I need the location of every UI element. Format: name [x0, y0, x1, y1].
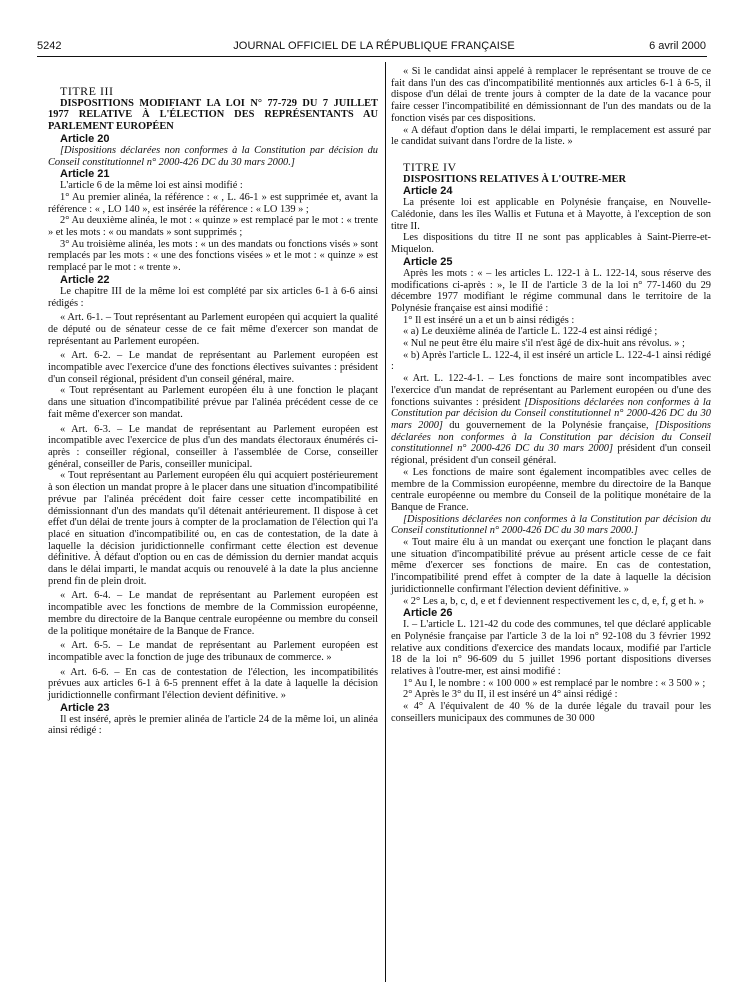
paragraph: 1° Au I, le nombre : « 100 000 » est remplacé par le nombre : « 3 500 » ; — [403, 677, 706, 689]
inline-note: [Dispositions déclarées non conformes à la Constitution par décision du Conseil constitutionnel n° 2000-426 DC du 30 mars 2000] — [391, 396, 711, 431]
paragraph: 1° Au premier alinéa, la référence : « , L. 46-1 » est supprimée et, avant la référence : « , LO 140 », est insérée la référence : « LO 139 » ; — [48, 191, 378, 215]
paragraph-text: « Art. L. 122-4-1. – Les fonctions de maire sont incompatibles avec l'exercice d'un mandat de représentant au Parlement européen ou d'une des fonctions suivantes : président — [391, 373, 711, 408]
issue-date: 6 avril 2000 — [649, 40, 706, 52]
paragraph: « b) Après l'article L. 122-4, il est inséré un article L. 122-4-1 ainsi rédigé : — [391, 349, 711, 373]
paragraph: Il est inséré, après le premier alinéa de l'article 24 de la même loi, un alinéa ainsi rédigé : — [48, 713, 378, 737]
paragraph: « Art. 6-5. – Le mandat de représentant au Parlement européen est incompatible avec la fonction de juge des tribunaux de commerce. » — [48, 640, 378, 663]
paragraph: « Art. 6-3. – Le mandat de représentant au Parlement européen est incompatible avec l'exercice de plus d'un des mandats électoraux énumérés ci-après : conseiller régional, conseiller à l'assemblée de Corse, conseiller général, conseiller de Paris, conseiller municipal. — [48, 423, 378, 470]
paragraph-text: du gouvernement de la Polynésie française, — [449, 419, 649, 431]
journal-title: JOURNAL OFFICIEL DE LA RÉPUBLIQUE FRANÇAISE — [233, 40, 515, 52]
paragraph: « Art. 6-4. – Le mandat de représentant au Parlement européen est incompatible avec les fonctions de membre de la Commission européenne, membre du directoire de la Banque centrale européenne ou membre du conseil de la politique monétaire de la Banque de France. — [48, 590, 378, 637]
inline-note: [Dispositions déclarées non conformes à la Constitution par décision du Conseil constitutionnel n° 2000-426 DC du 30 mars 2000] — [391, 419, 711, 455]
paragraph: « Tout représentant au Parlement européen élu qui acquiert postérieurement à son élection un mandat propre à le placer dans une situation d'incompatibilité prévue par l'alinéa précédent doit faire cesser cette incompatibilité en démissionnant d'un des mandats qu'il détenait antérieurement. Il dispose à cet effet d'un délai de trente jours à compter de la proclamation de l'élection qui l'a placé en situation d'incompatibilité ou, en cas de contestation, de la date à laquelle la décision juridictionnelle confirmant cette élection est devenue définitive. À défaut d'option ou en cas de démission du dernier mandat acquis dans le délai imparti, le mandat acquis ou renouvelé à la date la plus ancienne prend fin de plein droit. — [48, 470, 378, 587]
paragraph: « Tout maire élu à un mandat ou exerçant une fonction le plaçant dans une situation d'incompatibilité prévue au présent article cesse de ce fait même d'exercer ses fonctions de maire. En cas de contestation, l'incompatibilité prend effet à compter de la date à laquelle la décision juridictionnelle confirmant l'élection devient définitive. » — [391, 537, 711, 595]
article-heading: Article 22 — [60, 273, 110, 286]
paragraph: Le chapitre III de la même loi est complété par six articles 6-1 à 6-6 ainsi rédigés : — [48, 285, 378, 309]
article-note: [Dispositions déclarées non conformes à la Constitution par décision du Conseil constitutionnel n° 2000-426 DC du 30 mars 2000.] — [48, 144, 378, 168]
paragraph: I. – L'article L. 121-42 du code des communes, tel que déclaré applicable en Polynésie française par l'article 3 de la loi n° 92-108 du 3 février 1992 relative aux conditions d'exercice des mandats locaux, modifié par l'article 18 de la loi n° 96-609 du 5 juillet 1996 portant dispositions diverses relatives à l'outre-mer, est ainsi modifié : — [391, 619, 711, 678]
paragraph: « 2° Les a, b, c, d, e et f deviennent respectivement les c, d, e, f, g et h. » — [403, 595, 705, 607]
paragraph: « 4° A l'équivalent de 40 % de la durée légale du travail pour les conseillers municipaux des communes de 30 000 — [391, 701, 711, 724]
paragraph: « Tout représentant au Parlement européen élu à une fonction le plaçant dans une situation d'incompatibilité prévue par l'alinéa précédent cesse de ce fait même d'exercer son mandat. — [48, 385, 378, 420]
paragraph: « Les fonctions de maire sont également incompatibles avec celles de membre de la Commission européenne, membre du directoire de la Banque centrale européenne ou membre du Conseil de la politique monétaire de la Banque de France. — [391, 466, 711, 513]
paragraph: « a) Le deuxième alinéa de l'article L. 122-4 est ainsi rédigé ; — [403, 326, 658, 338]
left-column — [48, 66, 378, 737]
paragraph: « Art. 6-2. – Le mandat de représentant au Parlement européen est incompatible avec l'exercice d'une des fonctions électives suivantes : président d'un conseil régional, président d'un conseil général, maire. — [48, 350, 378, 385]
title-heading: TITRE IV — [403, 159, 457, 174]
paragraph-text: président d'un conseil régional, président d'un conseil général. — [391, 443, 711, 467]
page-header — [0, 40, 748, 56]
paragraph: Les dispositions du titre II ne sont pas applicables à Saint-Pierre-et-Miquelon. — [391, 232, 711, 256]
paragraph: Après les mots : « – les articles L. 122-1 à L. 122-14, sous réserve des modifications ci-après : », le II de l'article 3 de la loi n° 77-1460 du 29 décembre 1977 modifiant le régime communal dans le territoire de la Polynésie française est ainsi modifié : — [391, 267, 711, 314]
title-subheading: DISPOSITIONS MODIFIANT LA LOI N° 77-729 DU 7 JUILLET 1977 RELATIVE À L'ÉLECTION DES REPRÉSENTANTS AU PARLEMENT EUROPÉEN — [48, 97, 378, 133]
article-heading: Article 25 — [403, 255, 453, 268]
article-heading: Article 23 — [60, 701, 110, 714]
article-heading: Article 26 — [403, 607, 453, 620]
paragraph: « Art. 6-1. – Tout représentant au Parlement européen qui acquiert la qualité de député ou de sénateur cesse de ce fait même d'exercer son mandat de représentant au Parlement européen. — [48, 312, 378, 347]
paragraph: La présente loi est applicable en Polynésie française, en Nouvelle-Calédonie, dans les îles Wallis et Futuna et à Mayotte, à l'exception de son titre II. — [391, 197, 711, 232]
article-heading: Article 20 — [60, 132, 110, 145]
paragraph: 2° Après le 3° du II, il est inséré un 4° ainsi rédigé : — [403, 689, 618, 701]
title-heading: TITRE III — [60, 84, 114, 98]
right-column — [391, 66, 711, 725]
paragraph: « Art. 6-6. – En cas de contestation de l'élection, les incompatibilités prévues aux articles 6-1 à 6-5 prennent effet à la date à laquelle la décision juridictionnelle confirmant l'élection devient définitive. » — [48, 666, 378, 702]
page-number: 5242 — [37, 40, 62, 52]
article-heading: Article 24 — [403, 185, 453, 198]
paragraph: « A défaut d'option dans le délai imparti, le remplacement est assuré par le candidat suivant dans l'ordre de la liste. » — [391, 124, 711, 148]
article-heading: Article 21 — [60, 168, 110, 181]
column-divider — [385, 62, 386, 982]
paragraph: 1° Il est inséré un a et un b ainsi rédigés : — [403, 314, 575, 326]
paragraph: « Si le candidat ainsi appelé à remplacer le représentant se trouve de ce fait dans l'un des cas d'incompatibilité mentionnés aux articles 6-1 à 6-5, il dispose d'un délai de trente jours à compter de la date de la vacance pour faire cesser l'incompatibilité en démissionnant de l'un des mandats ou de la fonction visés par ces dispositions. — [391, 66, 711, 124]
paragraph — [391, 373, 711, 467]
title-subheading: DISPOSITIONS RELATIVES À L'OUTRE-MER — [403, 173, 626, 185]
article-note: [Dispositions déclarées non conformes à la Constitution par décision du Conseil constitutionnel n° 2000-426 DC du 30 mars 2000.] — [391, 513, 711, 537]
paragraph: 3° Au troisième alinéa, les mots : « un des mandats ou fonctions visés » sont remplacés par les mots : « une des fonctions visées » et le mot : « quinze » est remplacé par le mot : « trente ». — [48, 238, 378, 274]
paragraph: L'article 6 de la même loi est ainsi modifié : — [60, 180, 243, 192]
header-rule — [37, 56, 707, 57]
paragraph: 2° Au deuxième alinéa, le mot : « quinze » est remplacé par le mot : « trente » et les mots : « ou mandats » sont supprimés ; — [48, 215, 378, 239]
paragraph: « Nul ne peut être élu maire s'il n'est âgé de dix-huit ans révolus. » ; — [403, 338, 685, 350]
